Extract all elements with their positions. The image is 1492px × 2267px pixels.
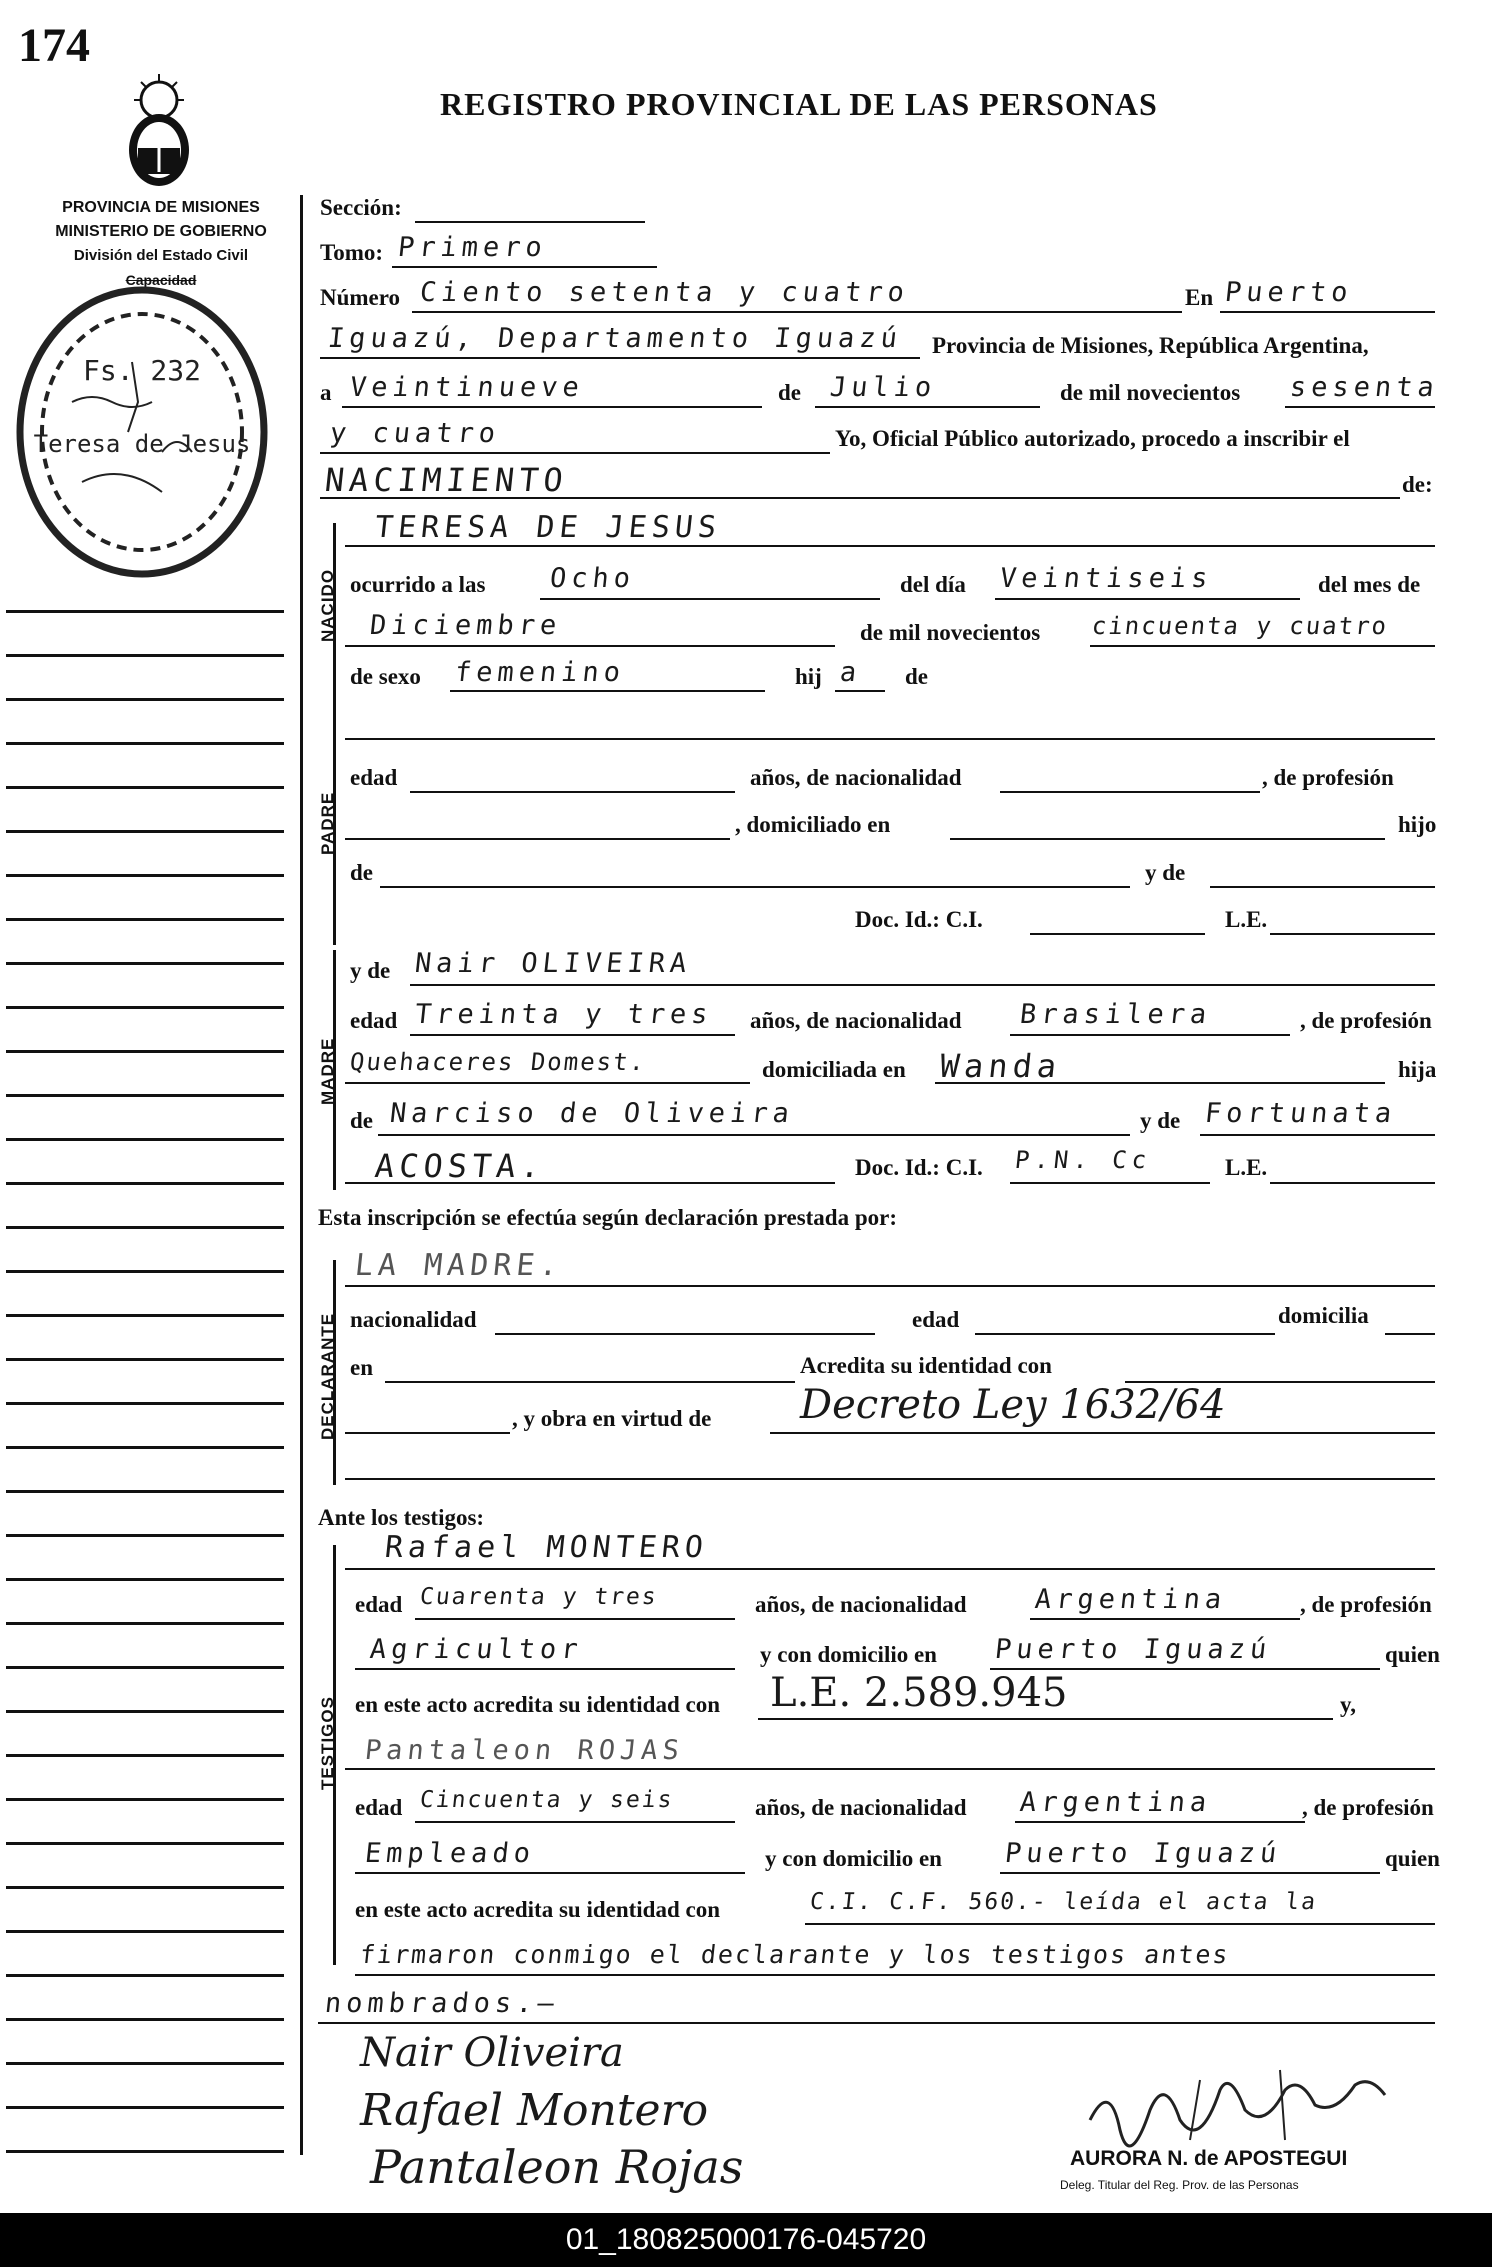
value-testigo-1: Rafael MONTERO <box>383 1530 710 1565</box>
value-madre-nac: Brasilera <box>1018 999 1213 1030</box>
label-ante-testigos: Ante los testigos: <box>318 1505 485 1530</box>
margin-line <box>6 1754 284 1757</box>
label-madre-prof: , de profesión <box>1300 1008 1432 1033</box>
label-madre-edad: edad <box>350 1008 398 1033</box>
value-madre-prof: Quehaceres Domest. <box>348 1048 648 1076</box>
label-t1-nac: años, de nacionalidad <box>755 1592 967 1617</box>
margin-line <box>6 1138 284 1141</box>
office-line-3: División del Estado Civil <box>73 247 249 264</box>
label-decl-nac: nacionalidad <box>350 1307 477 1332</box>
label-padre-edad: edad <box>350 765 398 790</box>
section-madre: MADRE <box>318 1037 337 1105</box>
label-del-dia: del día <box>900 572 966 597</box>
label-t2-prof: , de profesión <box>1302 1795 1434 1820</box>
label-t2-acredita: en este acto acredita su identidad con <box>355 1897 721 1922</box>
margin-line <box>6 1578 284 1581</box>
margin-line <box>6 1534 284 1537</box>
value-numero: Ciento setenta y cuatro <box>418 277 911 308</box>
label-t2-edad: edad <box>355 1795 403 1820</box>
margin-line <box>6 1358 284 1361</box>
value-declarante: LA MADRE. <box>353 1248 565 1283</box>
margin-line <box>6 874 284 877</box>
value-madre-dom: Wanda <box>938 1047 1064 1085</box>
official-signature-scrawl <box>1080 2060 1450 2150</box>
value-dia: Veintinueve <box>348 372 586 403</box>
label-t1-y: y, <box>1340 1692 1356 1717</box>
label-t1-edad: edad <box>355 1592 403 1617</box>
signature-rafael-montero: Rafael Montero <box>360 2085 709 2136</box>
margin-line <box>6 610 284 613</box>
label-inscripcion: Esta inscripción se efectúa según declaración prestada por: <box>318 1205 898 1230</box>
margin-line <box>6 2150 284 2153</box>
value-hij-suffix: a <box>838 657 863 688</box>
label-seccion: Sección: <box>320 195 402 220</box>
seal-text-1: Fs. 232 <box>82 354 202 387</box>
main-vertical-rule <box>300 195 303 2155</box>
margin-line <box>6 1314 284 1317</box>
label-padre-y-de: y de <box>1145 860 1186 885</box>
margin-line <box>6 918 284 921</box>
value-t2-edad: Cincuenta y seis <box>418 1787 675 1813</box>
label-madre-dom: domiciliada en <box>762 1057 906 1082</box>
margin-line <box>6 2018 284 2021</box>
margin-line <box>6 2062 284 2065</box>
margin-line <box>6 962 284 965</box>
label-madre-doc: Doc. Id.: C.I. <box>855 1155 983 1180</box>
value-testigo-2: Pantaleon ROJAS <box>363 1735 686 1766</box>
section-testigos: TESTIGOS <box>318 1696 337 1790</box>
margin-line <box>6 1226 284 1229</box>
label-t1-acredita: en este acto acredita su identidad con <box>355 1692 721 1717</box>
margin-line <box>6 1182 284 1185</box>
margin-line <box>6 1798 284 1801</box>
value-anio-nac: cincuenta y cuatro <box>1090 612 1390 640</box>
value-cierre-2: nombrados.— <box>323 1988 561 2019</box>
label-de-mil-2: de mil novecientos <box>860 620 1041 645</box>
margin-line <box>6 1622 284 1625</box>
label-t2-domicilio: y con domicilio en <box>765 1846 942 1871</box>
label-tomo: Tomo: <box>320 240 384 265</box>
margin-line <box>6 698 284 701</box>
margin-line <box>6 786 284 789</box>
value-cierre-1: firmaron conmigo el declarante y los testigos antes <box>358 1940 1232 1969</box>
label-t1-domicilio: y con domicilio en <box>760 1642 937 1667</box>
label-t2-quien: quien <box>1385 1846 1440 1871</box>
margin-line <box>6 1094 284 1097</box>
value-madre-madre: Fortunata <box>1203 1098 1398 1129</box>
margin-line <box>6 1050 284 1053</box>
label-de-end: de <box>905 664 928 689</box>
office-line-2: MINISTERIO DE GOBIERNO <box>55 223 267 240</box>
value-dia-nac: Veintiseis <box>998 563 1215 594</box>
value-lugar-cont: Iguazú, Departamento Iguazú <box>326 323 904 354</box>
value-madre-padre: Narciso de Oliveira <box>388 1098 796 1129</box>
label-madre-de: de <box>350 1108 373 1133</box>
value-acto: NACIMIENTO <box>323 461 570 499</box>
margin-line <box>6 1710 284 1713</box>
label-numero: Número <box>320 285 401 310</box>
margin-line <box>6 1974 284 1977</box>
label-madre-nac: años, de nacionalidad <box>750 1008 962 1033</box>
label-decl-en: en <box>350 1355 373 1380</box>
file-id-footer: 01_180825000176-045720 <box>0 2213 1492 2267</box>
label-de-mes: de <box>778 380 801 405</box>
signature-nair-oliveira: Nair Oliveira <box>360 2030 624 2076</box>
value-hora: Ocho <box>548 563 637 594</box>
value-sexo: femenino <box>453 657 627 688</box>
label-decl-domicilia: domicilia <box>1278 1303 1369 1328</box>
value-nombre: TERESA DE JESUS <box>373 510 723 545</box>
value-t1-dom: Puerto Iguazú <box>993 1634 1273 1665</box>
label-de-colon: de: <box>1402 472 1433 497</box>
value-tomo: Primero <box>396 232 549 263</box>
margin-line <box>6 1006 284 1009</box>
label-madre-y-de-2: y de <box>1140 1108 1181 1133</box>
official-name: AURORA N. de APOSTEGUI <box>1070 2147 1348 2170</box>
section-declarante: DECLARANTE <box>318 1312 337 1440</box>
value-t1-nac: Argentina <box>1033 1584 1228 1615</box>
margin-line <box>6 1930 284 1933</box>
label-del-mes: del mes de <box>1318 572 1421 597</box>
value-en-lugar: Puerto <box>1223 277 1355 308</box>
value-madre-edad: Treinta y tres <box>413 999 715 1030</box>
label-madre-y-de: y de <box>350 958 391 983</box>
label-t1-prof: , de profesión <box>1300 1592 1432 1617</box>
label-yo-oficial: Yo, Oficial Público autorizado, procedo a inscribir el <box>835 426 1350 451</box>
value-anio: sesenta <box>1288 372 1441 403</box>
label-hij: hij <box>795 664 822 689</box>
official-seal-stamp <box>12 282 277 582</box>
label-decl-obra: , y obra en virtud de <box>512 1406 712 1431</box>
value-t2-prof: Empleado <box>363 1838 537 1869</box>
label-padre-le: L.E. <box>1225 907 1268 932</box>
official-title: Deleg. Titular del Reg. Prov. de las Personas <box>1060 2178 1299 2192</box>
label-de-sexo: de sexo <box>350 664 421 689</box>
document-title: REGISTRO PROVINCIAL DE LAS PERSONAS <box>440 86 1158 122</box>
value-t2-nac: Argentina <box>1018 1787 1213 1818</box>
value-mes-nac: Diciembre <box>368 610 563 641</box>
label-padre-de: de <box>350 860 373 885</box>
seal-text-2: Teresa de Jesus <box>33 430 251 458</box>
value-t1-doc: L.E. 2.589.945 <box>770 1670 1068 1716</box>
label-padre-doc: Doc. Id.: C.I. <box>855 907 983 932</box>
coat-of-arms-icon <box>112 72 207 192</box>
margin-line <box>6 1666 284 1669</box>
label-de-mil: de mil novecientos <box>1060 380 1241 405</box>
value-t1-prof: Agricultor <box>368 1634 585 1665</box>
value-decreto: Decreto Ley 1632/64 <box>800 1382 1226 1428</box>
value-t2-doc: C.I. C.F. 560.- leída el acta la <box>808 1889 1319 1915</box>
office-line-1: PROVINCIA DE MISIONES <box>62 199 260 216</box>
label-padre-dom: , domiciliado en <box>735 812 891 837</box>
label-a: a <box>320 380 332 405</box>
label-madre-hija: hija <box>1398 1057 1437 1082</box>
label-padre-nac: años, de nacionalidad <box>750 765 962 790</box>
margin-line <box>6 1446 284 1449</box>
value-madre-madre-2: ACOSTA. <box>373 1147 547 1185</box>
label-madre-le: L.E. <box>1225 1155 1268 1180</box>
label-t1-quien: quien <box>1385 1642 1440 1667</box>
office-line-4: Capacidad <box>125 272 197 288</box>
value-mes: Julio <box>828 372 938 403</box>
value-anio-cont: y cuatro <box>328 418 502 449</box>
margin-line <box>6 1490 284 1493</box>
label-t2-nac: años, de nacionalidad <box>755 1795 967 1820</box>
margin-line <box>6 1270 284 1273</box>
page-number: 174 <box>18 19 90 72</box>
margin-line <box>6 1842 284 1845</box>
margin-line <box>6 2106 284 2109</box>
value-madre-doc: P.N. Cc <box>1013 1146 1153 1174</box>
value-madre-nombre: Nair OLIVEIRA <box>413 948 693 979</box>
label-en: En <box>1185 285 1214 310</box>
margin-line <box>6 1402 284 1405</box>
value-t2-dom: Puerto Iguazú <box>1003 1838 1283 1869</box>
margin-line <box>6 1886 284 1889</box>
label-padre-prof: , de profesión <box>1262 765 1394 790</box>
issuing-office <box>30 196 292 292</box>
section-nacido: NACIDO <box>318 568 337 642</box>
signature-pantaleon-rojas: Pantaleon Rojas <box>370 2140 744 2194</box>
label-padre-hijo: hijo <box>1398 812 1437 837</box>
margin-line <box>6 742 284 745</box>
label-provincia: Provincia de Misiones, República Argentina, <box>932 333 1369 358</box>
margin-line <box>6 654 284 657</box>
section-padre: PADRE <box>318 791 337 855</box>
label-ocurrido: ocurrido a las <box>350 572 486 597</box>
margin-line <box>6 830 284 833</box>
label-decl-acredita: Acredita su identidad con <box>800 1353 1052 1378</box>
label-decl-edad: edad <box>912 1307 960 1332</box>
value-t1-edad: Cuarenta y tres <box>418 1584 660 1610</box>
